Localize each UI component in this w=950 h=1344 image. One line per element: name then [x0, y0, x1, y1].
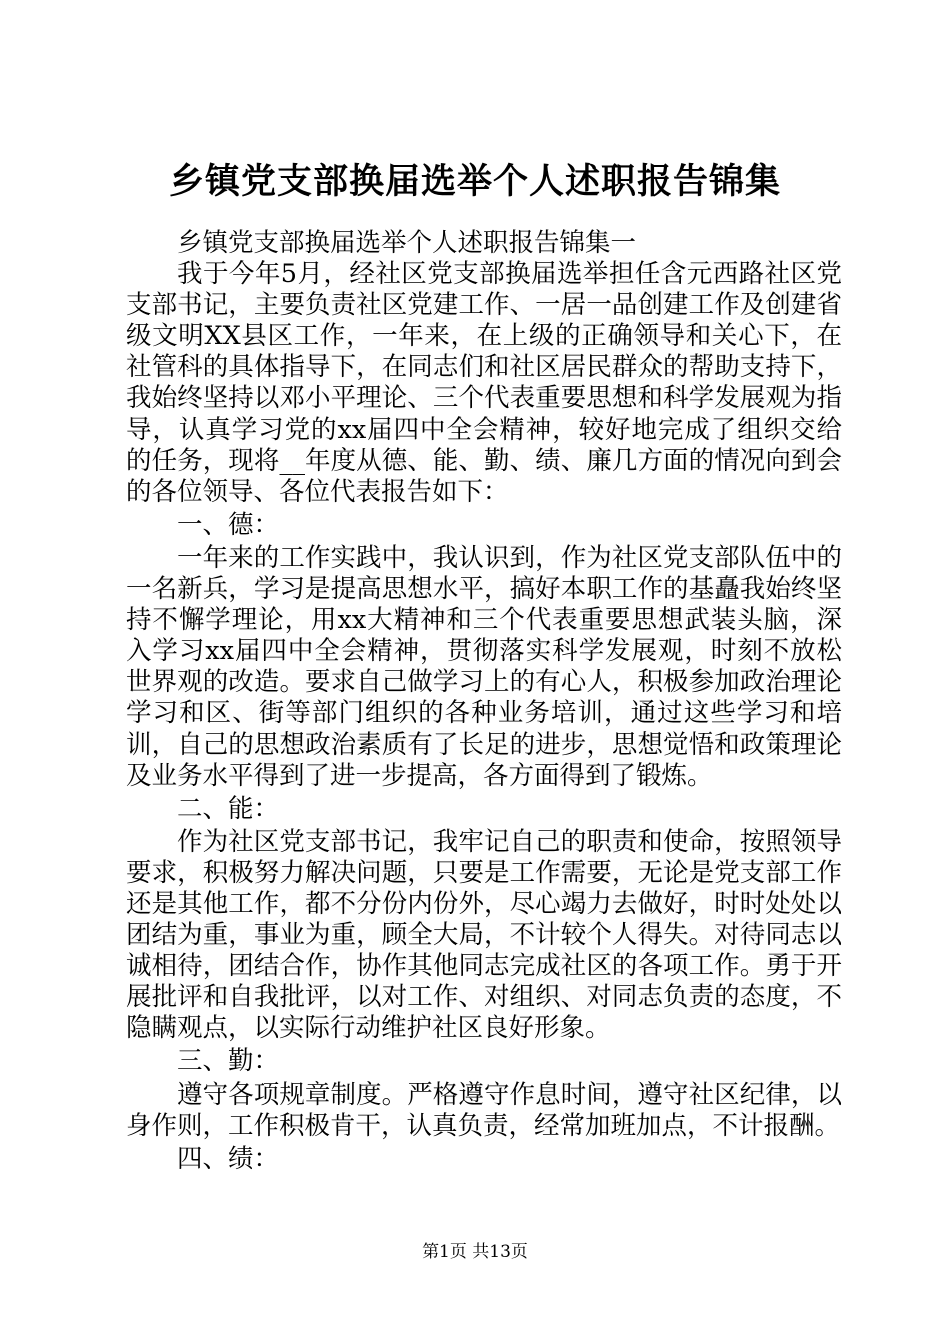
- paragraph-intro: 我于今年5月，经社区党支部换届选举担任含元西路社区党支部书记，主要负责社区党建工作、一居一品创建工作及创建省级文明XX县区工作，一年来，在上级的正确领导和关心下，在社管科的具体指导下，在同志们和社区居民群众的帮助支持下，我始终坚持以邓小平理论、三个代表重要思想和科学发展观为指导，认真学习党的xx届四中全会精神，较好地完成了组织交给的任务，现将__年度从德、能、勤、绩、廉几方面的情况向到会的各位领导、各位代表报告如下：: [126, 259, 842, 507]
- document-title: 乡镇党支部换届选举个人述职报告锦集: [168, 161, 781, 202]
- paragraph-neng: 作为社区党支部书记，我牢记自己的职责和使命，按照领导要求，积极努力解决问题，只要是工作需要，无论是党支部工作还是其他工作，都不分份内份外，尽心竭力去做好，时时处处以团结为重，事业为重，顾全大局，不计较个人得失。对待同志以诚相待，团结合作，协作其他同志完成社区的各项工作。勇于开展批评和自我批评，以对工作、对组织、对同志负责的态度，不隐瞒观点，以实际行动维护社区良好形象。: [126, 826, 842, 1044]
- document-body: [126, 228, 842, 1175]
- section-heading-qin: 三、勤：: [177, 1046, 280, 1077]
- paragraph-subtitle: 乡镇党支部换届选举个人述职报告锦集一: [177, 228, 637, 258]
- section-heading-neng: 二、能：: [177, 793, 280, 824]
- section-heading-de: 一、德：: [177, 509, 280, 540]
- paragraph-qin: 遵守各项规章制度。严格遵守作息时间，遵守社区纪律，以身作则，工作积极肯干，认真负责，经常加班加点，不计报酬。: [126, 1079, 842, 1141]
- section-heading-ji: 四、绩：: [177, 1143, 280, 1174]
- page-number-footer: 第1页 共13页: [422, 1242, 528, 1262]
- paragraph-de: 一年来的工作实践中，我认识到，作为社区党支部队伍中的一名新兵，学习是提高思想水平，搞好本职工作的基矗我始终坚持不懈学理论，用xx大精神和三个代表重要思想武装头脑，深入学习xx届四中全会精神，贯彻落实科学发展观，时刻不放松世界观的改造。要求自己做学习上的有心人，积极参加政治理论学习和区、街等部门组织的各种业务培训，通过这些学习和培训，自己的思想政治素质有了长足的进步，思想觉悟和政策理论及业务水平得到了进一步提高，各方面得到了锻炼。: [126, 542, 842, 791]
